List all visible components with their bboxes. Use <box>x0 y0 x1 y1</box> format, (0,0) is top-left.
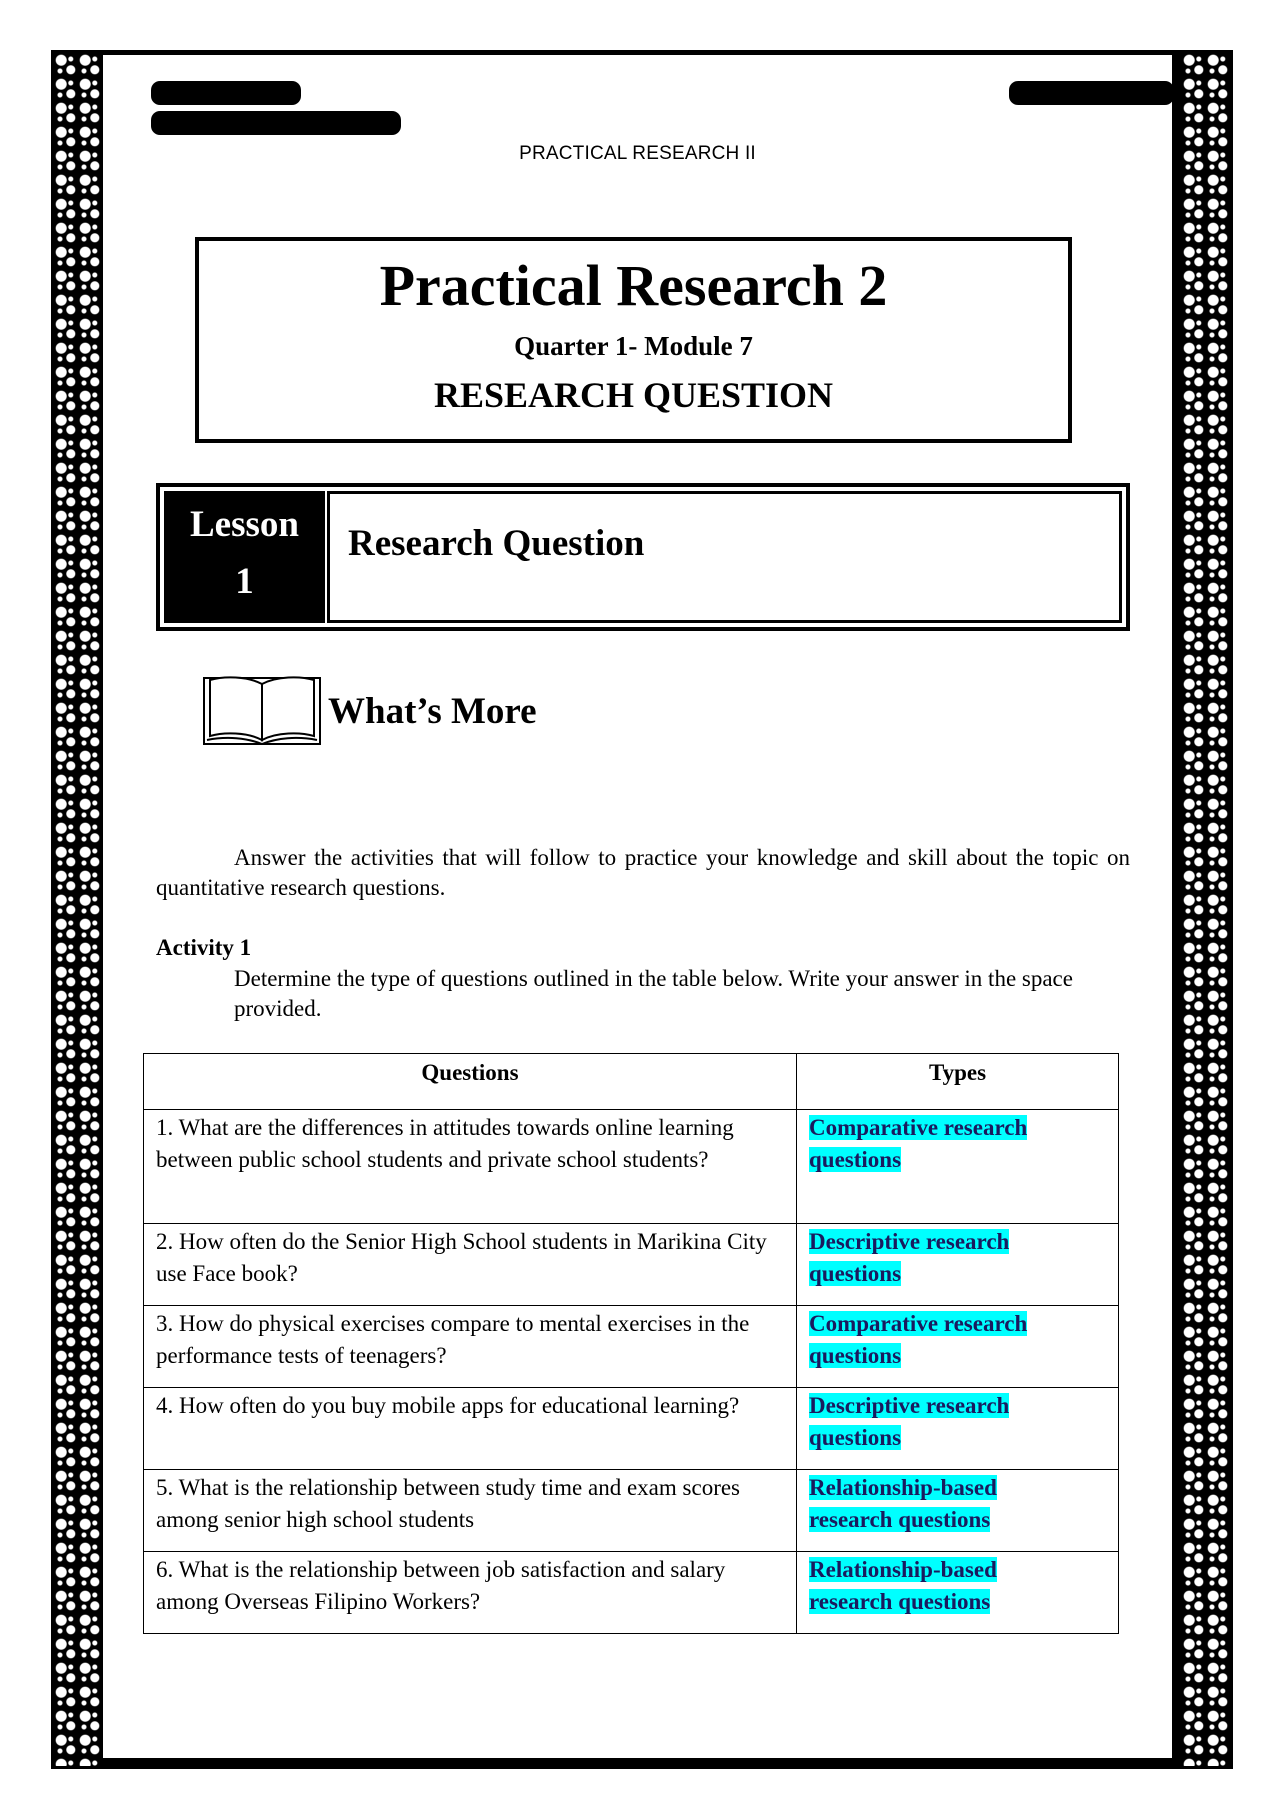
lesson-label <box>164 491 325 623</box>
type-answer-line: Descriptive research <box>809 1229 1010 1254</box>
redaction-bar <box>1009 81 1174 105</box>
type-answer-line: research questions <box>809 1589 991 1614</box>
lesson-title: Research Question <box>348 523 645 564</box>
type-answer-cell <box>797 1388 1119 1470</box>
vine-border-right <box>1182 53 1230 1766</box>
question-cell: 5. What is the relationship between study time and exam scores among senior high school students <box>144 1470 797 1552</box>
table-row <box>144 1470 1119 1552</box>
type-answer-line: Descriptive research <box>809 1393 1010 1418</box>
table-row <box>144 1110 1119 1224</box>
module-topic: RESEARCH QUESTION <box>433 375 834 415</box>
type-answer-cell <box>797 1470 1119 1552</box>
activity-instruction: Determine the type of questions outlined in the table below. Write your answer in the space provided. <box>234 966 1073 1021</box>
open-book-icon <box>202 670 322 748</box>
type-answer-cell <box>797 1224 1119 1306</box>
type-answer-line: Relationship-based <box>809 1475 997 1500</box>
type-answer-cell <box>797 1110 1119 1224</box>
table-row <box>144 1224 1119 1306</box>
type-answer-line: Comparative research <box>809 1311 1028 1336</box>
intro-paragraph: Answer the activities that will follow to practice your knowledge and skill about the topic on quantitative research questions. <box>156 845 1130 900</box>
type-answer-line: questions <box>809 1343 902 1368</box>
type-answer-line: questions <box>809 1425 902 1450</box>
lesson-banner <box>156 483 1130 631</box>
table-row <box>144 1388 1119 1470</box>
type-answer-line: questions <box>809 1261 902 1286</box>
lesson-number: 1 <box>235 561 254 602</box>
type-answer-line: Comparative research <box>809 1115 1028 1140</box>
table-row <box>144 1552 1119 1634</box>
question-cell: 6. What is the relationship between job satisfaction and salary among Overseas Filipino Workers? <box>144 1552 797 1634</box>
module-subtitle: Quarter 1- Module 7 <box>514 331 753 361</box>
questions-table <box>143 1053 1119 1634</box>
header-questions: Questions <box>144 1054 797 1110</box>
type-answer-line: research questions <box>809 1507 991 1532</box>
redaction-bar <box>151 111 401 135</box>
question-cell: 3. How do physical exercises compare to mental exercises in the performance tests of teenagers? <box>144 1306 797 1388</box>
question-cell: 1. What are the differences in attitudes towards online learning between public school students and private school students? <box>144 1110 797 1224</box>
table-header-row <box>144 1054 1119 1110</box>
activity-title: Activity 1 <box>156 935 252 960</box>
header-types: Types <box>797 1054 1119 1110</box>
lesson-title-panel <box>327 491 1122 623</box>
section-heading: What’s More <box>328 691 537 732</box>
lesson-word: Lesson <box>190 504 299 545</box>
type-answer-line: Relationship-based <box>809 1557 997 1582</box>
type-answer-line: questions <box>809 1147 902 1172</box>
type-answer-cell <box>797 1306 1119 1388</box>
running-header: PRACTICAL RESEARCH II <box>519 143 756 164</box>
module-title-box <box>195 237 1072 443</box>
module-title: Practical Research 2 <box>379 253 888 318</box>
question-cell: 4. How often do you buy mobile apps for educational learning? <box>144 1388 797 1470</box>
redaction-bar <box>151 81 301 105</box>
table-row <box>144 1306 1119 1388</box>
type-answer-cell <box>797 1552 1119 1634</box>
page-sheet <box>103 55 1172 1758</box>
question-cell: 2. How often do the Senior High School students in Marikina City use Face book? <box>144 1224 797 1306</box>
vine-border-left <box>54 53 102 1766</box>
